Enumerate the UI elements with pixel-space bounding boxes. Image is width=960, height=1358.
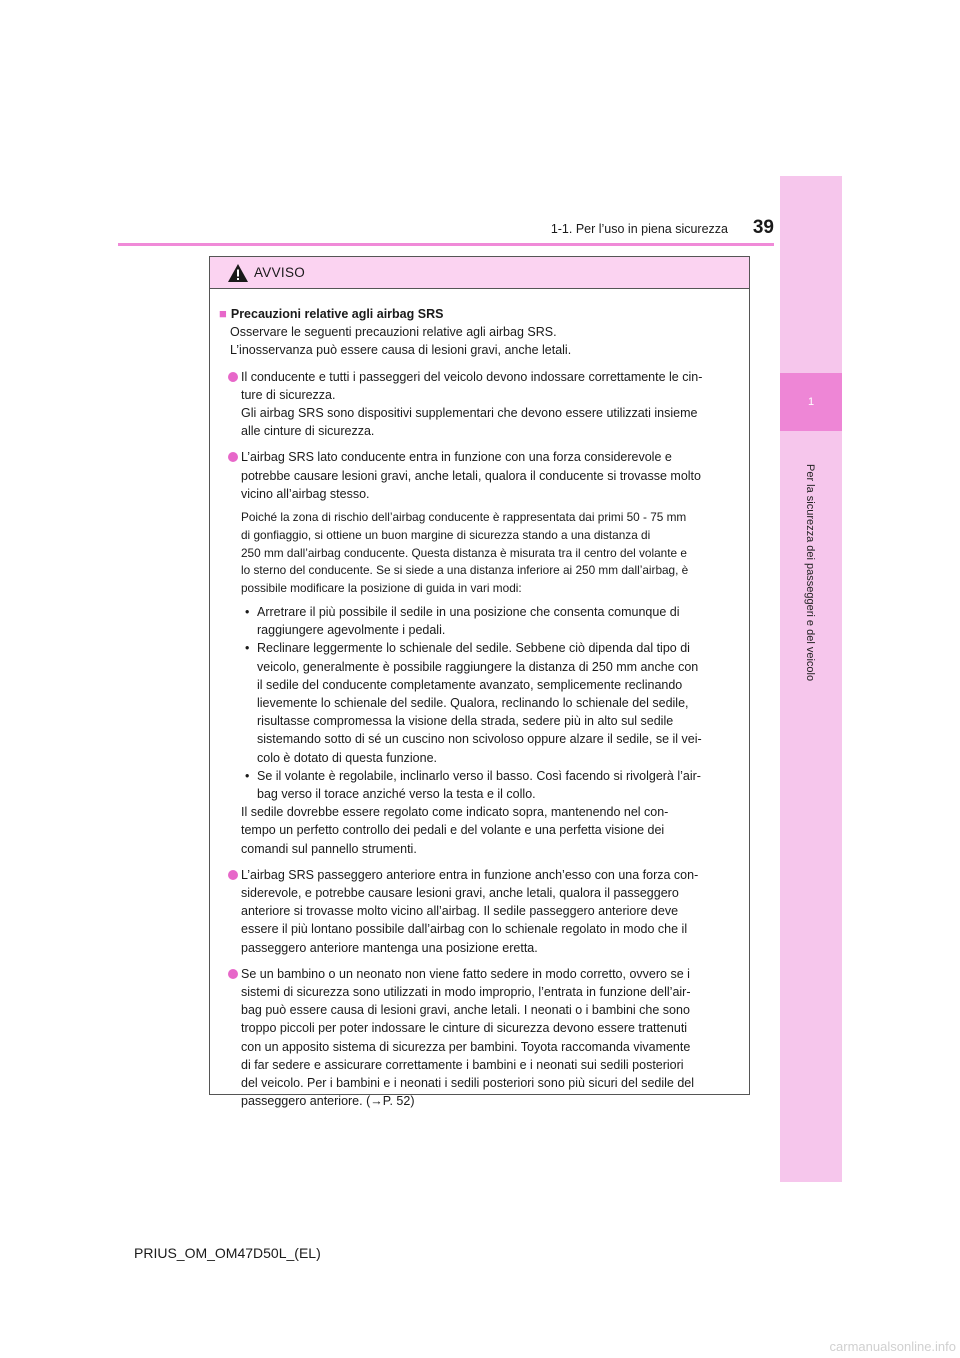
text-line: lo sterno del conducente. Se si siede a una distanza inferiore ai 250 mm dall’airbag, è — [241, 563, 689, 578]
bullet-mark: • — [245, 768, 250, 783]
text-line: colo è dotato di questa funzione. — [257, 750, 437, 765]
text-line: siderevole, e potrebbe causare lesioni gravi, anche letali, qualora il passeggero — [241, 886, 679, 901]
list-item — [219, 866, 741, 957]
text-line: raggiungere agevolmente i pedali. — [257, 623, 446, 638]
section-title: 1-1. Per l’uso in piena sicurezza — [550, 222, 728, 236]
warning-body — [210, 289, 749, 1111]
subheading-text: Precauzioni relative agli airbag SRS — [230, 307, 444, 321]
text-line: Osservare le seguenti precauzioni relative agli airbag SRS. — [230, 325, 557, 340]
text-line: bag può essere causa di lesioni gravi, anche letali. I neonati o i bambini che sono — [241, 1003, 690, 1018]
after-bullets-paragraph — [219, 803, 741, 858]
bullet-item — [241, 767, 741, 803]
text-line: ture di sicurezza. — [241, 387, 336, 402]
bullet-mark: • — [245, 641, 250, 656]
note-paragraph — [219, 509, 741, 598]
bullet-list — [219, 603, 741, 803]
text-line: Poiché la zona di rischio dell’airbag conducente è rappresentata dai primi 50 - 75 mm — [241, 510, 687, 525]
text-line: del veicolo. Per i bambini e i neonati i sedili posteriori sono più sicuri del sedile del — [241, 1076, 695, 1091]
text-line: sistemando sotto di sé un cuscino non scivoloso oppure alzare il sedile, se il vei- — [257, 732, 702, 747]
chapter-number-tab[interactable]: 1 — [780, 373, 842, 431]
text-line: 250 mm dall’airbag conducente. Questa distanza è misurata tra il centro del volante e — [241, 545, 687, 560]
text-line: bag verso il torace anziché verso la testa e il collo. — [257, 787, 536, 802]
list-item — [219, 448, 741, 503]
bullet-item — [241, 603, 741, 639]
text-line: Il conducente e tutti i passeggeri del veicolo devono indossare correttamente le cin- — [241, 369, 703, 384]
square-bullet-icon: ■ — [219, 306, 227, 321]
circle-bullet-icon — [228, 452, 238, 462]
bullet-mark: • — [245, 605, 250, 620]
text-line: lievemente lo schienale del sedile. Qualora, reclinando lo schienale del sedile, — [257, 696, 689, 711]
bullet-item — [241, 639, 741, 766]
header-rule — [118, 243, 774, 246]
warning-triangle-icon — [227, 263, 249, 283]
chapter-title: Per la sicurezza dei passeggeri e del veicolo — [804, 464, 816, 682]
text-line: alle cinture di sicurezza. — [241, 424, 375, 439]
text-line: potrebbe causare lesioni gravi, anche letali, qualora il conducente si trovasse molto — [241, 468, 701, 483]
text-line: Gli airbag SRS sono dispositivi supplementari che devono essere utilizzati insieme — [241, 406, 698, 421]
text-line: Reclinare leggermente lo schienale del sedile. Sebbene ciò dipenda dal tipo di — [257, 641, 690, 656]
warning-header — [210, 257, 749, 289]
warning-subheading — [219, 305, 741, 323]
text-line: Se il volante è regolabile, inclinarlo verso il basso. Così facendo si rivolgerà l’air- — [257, 768, 701, 783]
text-line: risultasse compromessa la visione della strada, sedere più in alto sul sedile — [257, 714, 674, 729]
list-item — [219, 965, 741, 1111]
page-reference-link[interactable]: passeggero anteriore. (→P. 52) — [241, 1094, 415, 1109]
circle-bullet-icon — [228, 969, 238, 979]
text-line: L’airbag SRS passeggero anteriore entra in funzione anch’esso con una forza con- — [241, 867, 699, 882]
warning-box — [209, 256, 750, 1109]
text-line: veicolo, generalmente è possibile raggiungere la distanza di 250 mm anche con — [257, 659, 699, 674]
text-line: L’inosservanza può essere causa di lesioni gravi, anche letali. — [230, 343, 572, 358]
circle-bullet-icon — [228, 372, 238, 382]
circle-bullet-icon — [228, 870, 238, 880]
text-line: sistemi di sicurezza sono utilizzati in modo improprio, l’entrata in funzione dell’air- — [241, 985, 691, 1000]
document-code: PRIUS_OM_OM47D50L_(EL) — [134, 1245, 321, 1261]
text-line: di gonfiaggio, si ottiene un buon margine di sicurezza stando a una distanza di — [241, 527, 651, 542]
text-line: il sedile del conducente completamente avanzato, semplicemente reclinando — [257, 677, 683, 692]
text-line: essere il più lontano possibile dall’airbag con lo schienale regolato in modo che il — [241, 922, 688, 937]
text-line: Il sedile dovrebbe essere regolato come indicato sopra, mantenendo nel con- — [241, 805, 669, 820]
text-line: comandi sul pannello strumenti. — [241, 841, 417, 856]
watermark: carmanualsonline.info — [829, 1339, 956, 1354]
text-line: possibile modificare la posizione di guida in vari modi: — [241, 581, 522, 596]
text-line: di far sedere e assicurare correttamente i bambini e i neonati sui sedili posteriori — [241, 1057, 684, 1072]
text-line: Se un bambino o un neonato non viene fatto sedere in modo corretto, ovvero se i — [241, 966, 690, 981]
intro-paragraph — [219, 323, 741, 359]
text-line: troppo piccoli per poter indossare le cinture di sicurezza devono essere trattenuti — [241, 1021, 688, 1036]
text-line: L’airbag SRS lato conducente entra in funzione con una forza considerevole e — [241, 450, 672, 465]
page-number: 39 — [752, 217, 774, 238]
text-line: tempo un perfetto controllo dei pedali e del volante e una perfetta visione dei — [241, 823, 665, 838]
list-item — [219, 368, 741, 441]
text-line: vicino all’airbag stesso. — [241, 486, 370, 501]
text-line: passeggero anteriore mantenga una posizione eretta. — [241, 940, 538, 955]
text-line: Arretrare il più possibile il sedile in una posizione che consenta comunque di — [257, 605, 680, 620]
text-line: con un apposito sistema di sicurezza per bambini. Toyota raccomanda vivamente — [241, 1039, 691, 1054]
warning-title: AVVISO — [254, 265, 306, 280]
text-line: anteriore si trovasse molto vicino all’airbag. Il sedile passeggero anteriore deve — [241, 904, 679, 919]
